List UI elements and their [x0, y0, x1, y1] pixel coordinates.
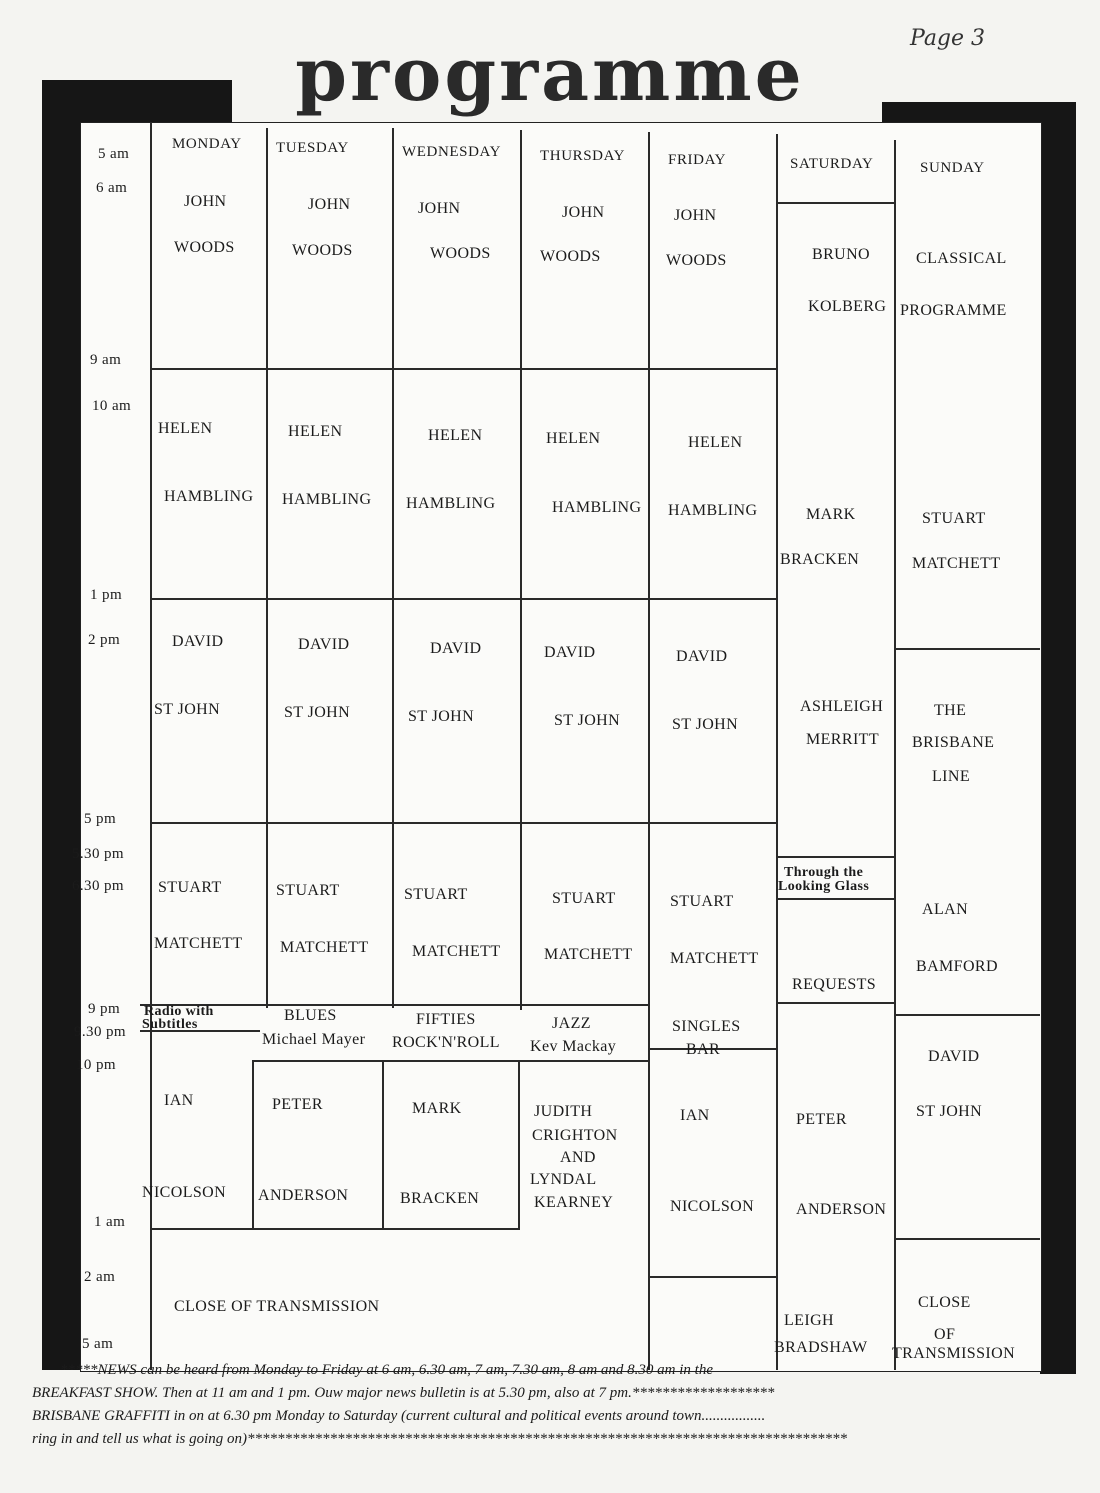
right-black-bar: [1040, 102, 1076, 1374]
program-name: DAVID: [430, 640, 482, 657]
grid-line: [894, 140, 896, 1370]
program-name: HELEN: [546, 430, 601, 447]
program-name: BAMFORD: [916, 958, 998, 975]
program-name: DAVID: [298, 636, 350, 653]
program-name: REQUESTS: [792, 976, 877, 993]
program-name: BRISBANE: [912, 734, 995, 751]
program-name: WOODS: [430, 245, 491, 262]
program-name: DAVID: [676, 648, 728, 665]
program-name: ST JOHN: [916, 1103, 983, 1120]
time-label: 5.30 pm: [72, 846, 124, 862]
day-wednesday: WEDNESDAY: [402, 144, 502, 160]
day-saturday: SATURDAY: [790, 156, 874, 172]
program-name: MATCHETT: [544, 946, 633, 963]
program-name: BRACKEN: [400, 1190, 480, 1207]
program-name: Subtitles: [142, 1017, 198, 1032]
program-name: BRUNO: [812, 246, 871, 263]
program-name: TRANSMISSION: [892, 1345, 1016, 1362]
time-label: 2 am: [84, 1269, 116, 1285]
time-label: 10 pm: [76, 1057, 116, 1073]
footer-line: *****NEWS can be heard from Monday to Friday at 6 am, 6.30 am, 7 am, 7.30 am, 8 am and 8.30 am in the: [60, 1362, 713, 1378]
day-tuesday: TUESDAY: [276, 140, 349, 156]
program-name: STUART: [404, 886, 468, 903]
program-name: WOODS: [292, 242, 353, 259]
time-label: 6.30 pm: [72, 878, 124, 894]
grid-line: [520, 130, 522, 1010]
program-name: WOODS: [540, 248, 601, 265]
time-label: 5 am: [82, 1336, 114, 1352]
program-name: MERRITT: [806, 731, 880, 748]
program-name: STUART: [552, 890, 616, 907]
grid-line: [150, 122, 152, 1370]
program-name: HELEN: [688, 434, 743, 451]
time-label: 2 pm: [88, 632, 121, 648]
program-name: ST JOHN: [284, 704, 351, 721]
program-name: MATCHETT: [912, 555, 1001, 572]
program-name: Michael Mayer: [262, 1031, 366, 1048]
program-name: IAN: [164, 1092, 194, 1109]
program-name: CRIGHTON: [532, 1127, 618, 1144]
program-name: ST JOHN: [672, 716, 739, 733]
day-friday: FRIDAY: [668, 152, 727, 168]
program-name: JOHN: [418, 200, 461, 217]
program-name: LEIGH: [784, 1312, 834, 1329]
program-name: HAMBLING: [668, 502, 758, 519]
program-name: FIFTIES: [416, 1011, 476, 1028]
day-monday: MONDAY: [172, 136, 242, 152]
program-name: LYNDAL: [530, 1171, 597, 1188]
program-name: WOODS: [666, 252, 727, 269]
program-name: ANDERSON: [258, 1187, 349, 1204]
grid-line: [150, 1228, 520, 1230]
footer-notes: [32, 1362, 1042, 1454]
program-name: Radio with: [144, 1004, 214, 1019]
program-name: KEARNEY: [534, 1194, 614, 1211]
program-name: ST JOHN: [154, 701, 221, 718]
program-name: WOODS: [174, 239, 235, 256]
program-name: OF: [934, 1326, 956, 1343]
time-label: 9 pm: [88, 1001, 121, 1017]
program-name: AND: [560, 1149, 596, 1166]
grid-line: [648, 132, 650, 1370]
program-name: MARK: [412, 1100, 462, 1117]
program-name: STUART: [922, 510, 986, 527]
page-number: Page 3: [910, 26, 986, 51]
program-name: JOHN: [674, 207, 717, 224]
grid-line: [776, 202, 894, 204]
time-label: 6 am: [96, 180, 128, 196]
grid-line: [776, 134, 778, 1370]
program-name: STUART: [158, 879, 222, 896]
footer-line: BRISBANE GRAFFITI in on at 6.30 pm Monday to Saturday (current cultural and political events around town.................: [32, 1408, 766, 1424]
program-name: MATCHETT: [154, 935, 243, 952]
grid-line: [266, 128, 268, 1008]
program-name: CLASSICAL: [916, 250, 1007, 267]
program-name: JUDITH: [534, 1103, 593, 1120]
grid-line: [150, 598, 776, 600]
program-name: ANDERSON: [796, 1201, 887, 1218]
grid-line: [894, 1014, 1040, 1016]
grid-line: [518, 1060, 520, 1228]
grid-line: [252, 1060, 650, 1062]
time-label: 10 am: [92, 398, 132, 414]
footer-line: BREAKFAST SHOW. Then at 11 am and 1 pm. Ouw major news bulletin is at 5.30 pm, also at 7 pm.*******************: [32, 1385, 775, 1401]
program-name: PETER: [796, 1111, 847, 1128]
program-name: DAVID: [928, 1048, 980, 1065]
program-name: CLOSE: [918, 1294, 971, 1311]
program-name: PETER: [272, 1096, 323, 1113]
time-label: 9 am: [90, 352, 122, 368]
program-name: KOLBERG: [808, 298, 887, 315]
program-name: HAMBLING: [406, 495, 496, 512]
program-name: LINE: [932, 768, 971, 785]
program-name: DAVID: [544, 644, 596, 661]
grid-line: [392, 128, 394, 1008]
page-title: programme: [295, 32, 805, 118]
program-name: THE: [934, 702, 967, 719]
program-name: MARK: [806, 506, 856, 523]
program-name: MATCHETT: [280, 939, 369, 956]
program-name: MATCHETT: [670, 950, 759, 967]
grid-line: [382, 1060, 384, 1228]
program-name: ASHLEIGH: [800, 698, 884, 715]
program-name: ALAN: [922, 901, 969, 918]
program-name: NICOLSON: [142, 1184, 227, 1201]
program-name: HELEN: [158, 420, 213, 437]
program-name: STUART: [276, 882, 340, 899]
program-name: JOHN: [184, 193, 227, 210]
program-name: BLUES: [284, 1007, 337, 1024]
program-name: SINGLES: [672, 1018, 741, 1035]
time-label: 1 am: [94, 1214, 126, 1230]
program-name: Looking Glass: [778, 879, 870, 894]
program-name: STUART: [670, 893, 734, 910]
grid-line: [776, 856, 894, 858]
grid-line: [140, 1004, 650, 1006]
grid-line: [776, 1002, 894, 1004]
program-name: HELEN: [428, 427, 483, 444]
program-name: Kev Mackay: [530, 1038, 617, 1055]
time-label: 5 am: [98, 146, 130, 162]
time-label: 5 pm: [84, 811, 117, 827]
program-name: JAZZ: [552, 1015, 591, 1032]
left-black-bar: [42, 80, 82, 1370]
grid-line: [776, 898, 894, 900]
grid-line: [650, 1276, 776, 1278]
grid-line: [252, 1060, 254, 1228]
left-black-bar-top: [42, 80, 232, 126]
program-name: HELEN: [288, 423, 343, 440]
program-name: PROGRAMME: [900, 302, 1007, 319]
program-name: JOHN: [308, 196, 351, 213]
program-name: IAN: [680, 1107, 710, 1124]
program-name: BRADSHAW: [774, 1339, 868, 1356]
program-name: BAR: [686, 1041, 721, 1058]
program-name: DAVID: [172, 633, 224, 650]
footer-line: ring in and tell us what is going on)********************************************************************************: [32, 1431, 848, 1447]
grid-line: [894, 1238, 1040, 1240]
program-name: MATCHETT: [412, 943, 501, 960]
program-name: NICOLSON: [670, 1198, 755, 1215]
grid-line: [150, 368, 776, 370]
program-name: HAMBLING: [164, 488, 254, 505]
program-name: BRACKEN: [780, 551, 860, 568]
program-name: HAMBLING: [552, 499, 642, 516]
grid-line: [150, 822, 776, 824]
program-name: Through the: [784, 865, 864, 880]
program-name: HAMBLING: [282, 491, 372, 508]
program-name: ST JOHN: [554, 712, 621, 729]
program-name: ROCK'N'ROLL: [392, 1034, 500, 1051]
program-name: JOHN: [562, 204, 605, 221]
day-thursday: THURSDAY: [540, 148, 626, 164]
day-sunday: SUNDAY: [920, 160, 985, 176]
grid-line: [894, 648, 1040, 650]
time-label: 9.30 pm: [74, 1024, 126, 1040]
program-name: CLOSE OF TRANSMISSION: [174, 1298, 380, 1315]
time-label: 1 pm: [90, 587, 123, 603]
program-name: ST JOHN: [408, 708, 475, 725]
